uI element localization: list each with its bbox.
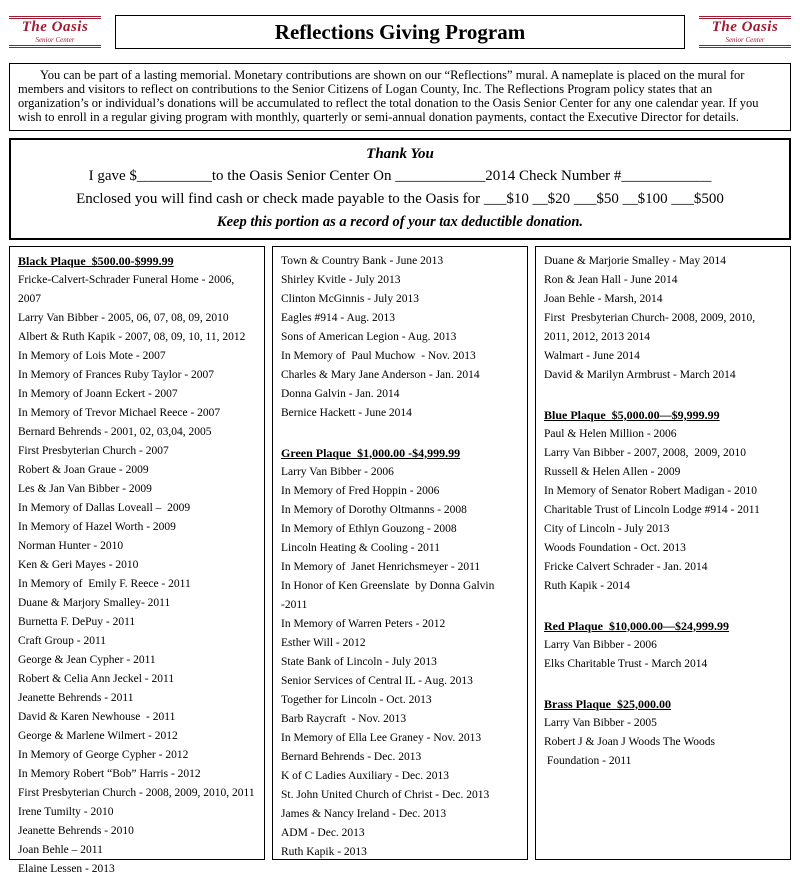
- donor-entry: Together for Lincoln - Oct. 2013: [281, 693, 432, 706]
- donor-entry: K of C Ladies Auxiliary - Dec. 2013: [281, 769, 449, 782]
- donor-entry: Senior Services of Central IL - Aug. 2013: [281, 674, 473, 687]
- donor-entry: Jeanette Behrends - 2011: [18, 691, 134, 704]
- donor-entry: In Honor of Ken Greenslate by Donna Galvin -2011: [281, 579, 498, 611]
- donor-entry: James & Nancy Ireland - Dec. 2013: [281, 807, 447, 820]
- donor-entry: In Memory of George Cypher - 2012: [18, 748, 189, 761]
- plaque-section: [544, 617, 782, 674]
- document-header: [9, 6, 791, 58]
- donor-entry: Larry Van Bibber - 2005, 06, 07, 08, 09, 2010: [18, 311, 229, 324]
- donor-column-2: [272, 246, 528, 861]
- donor-entry: Town & Country Bank - June 2013: [281, 254, 444, 267]
- donor-entry: First Presbyterian Church- 2008, 2009, 2010, 2011, 2012, 2013 2014: [544, 311, 759, 343]
- thank-you-note: Keep this portion as a record of your tax deductible donation.: [216, 213, 584, 230]
- donor-entry: Foundation - 2011: [544, 754, 632, 767]
- donor-entry: In Memory of Hazel Worth - 2009: [18, 520, 176, 533]
- oasis-logo-left: [9, 16, 101, 47]
- donor-entry: Ruth Kapik - 2014: [544, 579, 630, 592]
- donor-entry: Walmart - June 2014: [544, 349, 640, 362]
- donor-entry: Shirley Kvitle - July 2013: [281, 273, 401, 286]
- donor-entry: In Memory of Emily F. Reece - 2011: [18, 577, 191, 590]
- donor-entry: Joan Behle – 2011: [18, 843, 103, 856]
- donor-column-1: [9, 246, 265, 875]
- donor-entry: Esther Will - 2012: [281, 636, 366, 649]
- donor-entry: In Memory of Dallas Loveall – 2009: [18, 501, 191, 514]
- donor-entry: Sons of American Legion - Aug. 2013: [281, 330, 457, 343]
- plaque-heading: Black Plaque $500.00-$999.99: [18, 253, 174, 268]
- donor-entry: Norman Hunter - 2010: [18, 539, 124, 552]
- donor-entry: Bernard Behrends - Dec. 2013: [281, 750, 422, 763]
- donor-entry: Ruth Kapik - 2013: [281, 845, 367, 858]
- donor-entry: Irene Tumilty - 2010: [18, 805, 114, 818]
- donor-entry: In Memory of Joann Eckert - 2007: [18, 387, 178, 400]
- donor-entry: Robert & Celia Ann Jeckel - 2011: [18, 672, 175, 685]
- oasis-logo-name: The Oasis: [21, 19, 89, 36]
- donor-entry: David & Marilyn Armbrust - March 2014: [544, 368, 736, 381]
- donor-entry: Ron & Jean Hall - June 2014: [544, 273, 678, 286]
- donor-entry: Donna Galvin - Jan. 2014: [281, 387, 400, 400]
- donor-entry: In Memory of Senator Robert Madigan - 2010: [544, 484, 758, 497]
- donor-entry: Lincoln Heating & Cooling - 2011: [281, 541, 440, 554]
- donor-entry: Joan Behle - Marsh, 2014: [544, 292, 663, 305]
- donor-entry: Robert & Joan Graue - 2009: [18, 463, 149, 476]
- donor-entry: Fricke-Calvert-Schrader Funeral Home - 2006, 2007: [18, 273, 238, 305]
- donor-entry: Barb Raycraft - Nov. 2013: [281, 712, 407, 725]
- donor-entry: Duane & Marjory Smalley- 2011: [18, 596, 171, 609]
- donor-entry: In Memory of Paul Muchow - Nov. 2013: [281, 349, 476, 362]
- donor-entry: ADM - Dec. 2013: [281, 826, 365, 839]
- plaque-section: [544, 406, 782, 596]
- donor-entry: Russell & Helen Allen - 2009: [544, 465, 681, 478]
- oasis-logo-name: The Oasis: [711, 19, 779, 36]
- plaque-section: [544, 695, 782, 771]
- donor-entry: Ken & Geri Mayes - 2010: [18, 558, 139, 571]
- oasis-logo-subtitle: Senior Center: [725, 36, 765, 45]
- plaque-heading: Blue Plaque $5,000.00—$9,999.99: [544, 407, 720, 422]
- plaque-heading: Brass Plaque $25,000.00: [544, 696, 672, 711]
- donor-entry: In Memory of Lois Mote - 2007: [18, 349, 166, 362]
- donor-entry: Charles & Mary Jane Anderson - Jan. 2014: [281, 368, 480, 381]
- thank-you-section: [9, 138, 791, 240]
- donor-entry: George & Jean Cypher - 2011: [18, 653, 156, 666]
- plaque-section: [18, 252, 256, 879]
- page-title: Reflections Giving Program: [274, 19, 526, 44]
- donor-entry: Larry Van Bibber - 2005: [544, 716, 657, 729]
- donor-entry: In Memory of Frances Ruby Taylor - 2007: [18, 368, 215, 381]
- plaque-section: [281, 252, 519, 423]
- oasis-logo-frame: [699, 16, 791, 47]
- donor-entry: Clinton McGinnis - July 2013: [281, 292, 420, 305]
- donor-entry: First Presbyterian Church - 2008, 2009, 2010, 2011: [18, 786, 255, 799]
- thank-you-enclosed-line: Enclosed you will find cash or check made payable to the Oasis for ___$10 __$20 ___$50 __$100 ___$500: [76, 190, 724, 207]
- donor-entry: Eagles #914 - Aug. 2013: [281, 311, 396, 324]
- donor-entry: George & Marlene Wilmert - 2012: [18, 729, 178, 742]
- donor-entry: In Memory Robert “Bob” Harris - 2012: [18, 767, 201, 780]
- thank-you-title: Thank You: [366, 145, 434, 162]
- donor-entry: David & Karen Newhouse - 2011: [18, 710, 176, 723]
- donor-entry: State Bank of Lincoln - July 2013: [281, 655, 437, 668]
- plaque-section: [281, 444, 519, 862]
- donor-entry: In Memory of Ella Lee Graney - Nov. 2013: [281, 731, 482, 744]
- donor-entry: Bernice Hackett - June 2014: [281, 406, 412, 419]
- donor-entry: Burnetta F. DePuy - 2011: [18, 615, 136, 628]
- donor-entry: Woods Foundation - Oct. 2013: [544, 541, 686, 554]
- page-title-box: [115, 15, 685, 49]
- donor-entry: Paul & Helen Million - 2006: [544, 427, 677, 440]
- donor-entry: Duane & Marjorie Smalley - May 2014: [544, 254, 727, 267]
- oasis-logo-right: [699, 16, 791, 47]
- donor-entry: In Memory of Warren Peters - 2012: [281, 617, 446, 630]
- donor-entry: Bernard Behrends - 2001, 02, 03,04, 2005: [18, 425, 212, 438]
- donor-entry: Fricke Calvert Schrader - Jan. 2014: [544, 560, 708, 573]
- donor-entry: Elks Charitable Trust - March 2014: [544, 657, 708, 670]
- plaque-section: [544, 252, 782, 385]
- intro-paragraph: You can be part of a lasting memorial. Monetary contributions are shown on our “Reflections” mural. A nameplate is placed on the mural for members and visitors to reflect on contributions to the Senior Citizens of Logan County, Inc. The Reflections Program policy states that an organization’s or individual’s donations will be accumulated to reflect the total donation to the Oasis Senior Center for any one calendar year. If you wish to enroll in a regular giving program with monthly, quarterly or semi-annual donation payments, contact the Executive Director for details.: [18, 68, 759, 125]
- oasis-logo-frame: [9, 16, 101, 47]
- donor-entry: Les & Jan Van Bibber - 2009: [18, 482, 152, 495]
- donor-entry: Robert J & Joan J Woods The Woods: [544, 735, 715, 748]
- donor-columns: [9, 246, 791, 875]
- donor-entry: Larry Van Bibber - 2006: [281, 465, 394, 478]
- donor-entry: In Memory of Fred Hoppin - 2006: [281, 484, 440, 497]
- donor-entry: In Memory of Trevor Michael Reece - 2007: [18, 406, 221, 419]
- donor-entry: In Memory of Ethlyn Gouzong - 2008: [281, 522, 457, 535]
- donor-column-3: [535, 246, 791, 861]
- donor-entry: Charitable Trust of Lincoln Lodge #914 - 2011: [544, 503, 760, 516]
- thank-you-gave-line: I gave $__________to the Oasis Senior Center On ____________2014 Check Number #____________: [88, 167, 712, 184]
- donor-entry: Craft Group - 2011: [18, 634, 107, 647]
- plaque-heading: Red Plaque $10,000.00—$24,999.99: [544, 618, 730, 633]
- donor-entry: St. John United Church of Christ - Dec. 2013: [281, 788, 490, 801]
- intro-section: [9, 63, 791, 131]
- donor-entry: In Memory of Dorothy Oltmanns - 2008: [281, 503, 467, 516]
- donor-entry: City of Lincoln - July 2013: [544, 522, 670, 535]
- donor-entry: In Memory of Janet Henrichsmeyer - 2011: [281, 560, 481, 573]
- oasis-logo-subtitle: Senior Center: [35, 36, 75, 45]
- donor-entry: First Presbyterian Church - 2007: [18, 444, 169, 457]
- donor-entry: Albert & Ruth Kapik - 2007, 08, 09, 10, 11, 2012: [18, 330, 246, 343]
- donor-entry: Larry Van Bibber - 2006: [544, 638, 657, 651]
- donor-entry: Jeanette Behrends - 2010: [18, 824, 134, 837]
- donor-entry: Elaine Lessen - 2013: [18, 862, 115, 875]
- plaque-heading: Green Plaque $1,000.00 -$4,999.99: [281, 445, 461, 460]
- donor-entry: Larry Van Bibber - 2007, 2008, 2009, 2010: [544, 446, 746, 459]
